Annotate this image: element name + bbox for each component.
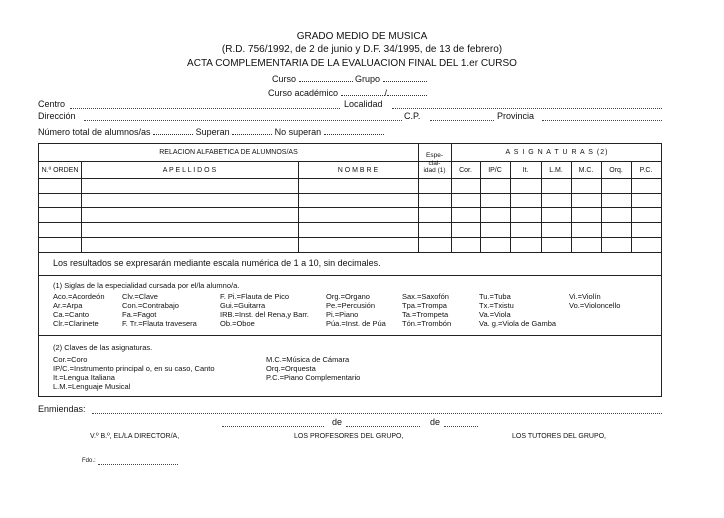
siglas-col bbox=[569, 292, 620, 310]
students-table bbox=[38, 143, 662, 253]
siglas-col bbox=[479, 292, 556, 328]
curso-grupo-row bbox=[272, 72, 427, 84]
curso-academico-label: Curso académico bbox=[268, 88, 339, 98]
fdo-field[interactable] bbox=[98, 464, 178, 465]
sigla: F. Pi.=Flauta de Pico bbox=[220, 292, 289, 301]
no-superan-label: No superan bbox=[274, 127, 322, 137]
tutores-signature-label: LOS TUTORES DEL GRUPO, bbox=[512, 433, 607, 440]
sigla: Org.=Organo bbox=[326, 292, 370, 301]
totals-row bbox=[38, 125, 384, 137]
nombre-header: N O M B R E bbox=[337, 167, 379, 174]
clave: IP/C.=Instrumento principal o, en su caso, Canto bbox=[53, 364, 215, 373]
clave: M.C.=Música de Cámara bbox=[266, 355, 350, 364]
superan-label: Superan bbox=[195, 127, 230, 137]
sigla: Aco.=Acordeón bbox=[53, 292, 105, 301]
siglas-col bbox=[53, 292, 105, 328]
subject-header-lm: L.M. bbox=[549, 167, 563, 174]
no-superan-field[interactable] bbox=[324, 125, 384, 135]
sigla: IRB.=Inst. del Rena,y Barr. bbox=[220, 310, 310, 319]
apellidos-header: A P E L L I D O S bbox=[162, 167, 217, 174]
mes-field[interactable] bbox=[346, 426, 420, 427]
clave: P.C.=Piano Complementario bbox=[266, 373, 361, 382]
localidad-field[interactable] bbox=[392, 108, 662, 109]
curso-academico-end-field[interactable] bbox=[384, 86, 427, 98]
document-title: GRADO MEDIO DE MUSICA bbox=[296, 31, 428, 42]
curso-academico-start-field[interactable] bbox=[341, 86, 385, 96]
sigla: Tpa.=Trompa bbox=[402, 301, 447, 310]
header-bottom bbox=[39, 178, 661, 179]
fdo-label: Fdo.: bbox=[82, 458, 96, 464]
sigla: Vo.=Violoncello bbox=[569, 301, 621, 310]
row-line bbox=[39, 207, 661, 208]
claves-col bbox=[266, 355, 360, 382]
centro-field[interactable] bbox=[70, 108, 340, 109]
orden-header: N.º ORDEN bbox=[41, 167, 79, 174]
clave: Orq.=Orquesta bbox=[266, 364, 316, 373]
clave: Cor.=Coro bbox=[53, 355, 88, 364]
subject-header-ipc: IP/C bbox=[488, 167, 502, 174]
sigla: Va. g.=Viola de Gamba bbox=[479, 319, 557, 328]
subject-header-mc: M.C. bbox=[578, 167, 594, 174]
siglas-col bbox=[326, 292, 386, 328]
curso-label: Curso bbox=[272, 74, 297, 84]
siglas-title: (1) Siglas de la especialidad cursada por el/la alumno/a. bbox=[53, 281, 240, 290]
enmiendas-label: Enmiendas: bbox=[38, 404, 86, 414]
sigla: Va.=Viola bbox=[479, 310, 511, 319]
relacion-header: RELACION ALFABETICA DE ALUMNOS/AS bbox=[159, 149, 298, 156]
lugar-field[interactable] bbox=[222, 426, 324, 427]
localidad-label: Localidad bbox=[344, 99, 383, 109]
claves-col bbox=[53, 355, 215, 391]
superan-field[interactable] bbox=[232, 125, 272, 135]
sigla: Ta.=Trompeta bbox=[402, 310, 449, 319]
especialidad-line: Espe- bbox=[426, 152, 443, 159]
total-alumnos-field[interactable] bbox=[153, 125, 193, 135]
notes-divider bbox=[39, 275, 661, 276]
act-title: ACTA COMPLEMENTARIA DE LA EVALUACION FINAL DEL 1.er CURSO bbox=[187, 58, 517, 69]
profesores-signature-label: LOS PROFESORES DEL GRUPO, bbox=[294, 433, 404, 440]
siglas-col bbox=[122, 292, 197, 328]
especialidad-line: idad (1) bbox=[423, 167, 446, 174]
siglas-col bbox=[402, 292, 451, 328]
subject-header-cor: Cor. bbox=[459, 167, 472, 174]
row-line bbox=[39, 222, 661, 223]
direccion-field[interactable] bbox=[84, 120, 402, 121]
siglas-col bbox=[220, 292, 309, 328]
sigla: Tón.=Trombón bbox=[402, 319, 452, 328]
provincia-field[interactable] bbox=[542, 120, 662, 121]
grupo-field[interactable] bbox=[383, 72, 427, 82]
asignaturas-header: A S I G N A T U R A S (2) bbox=[505, 149, 609, 156]
sigla: Ar.=Arpa bbox=[53, 301, 83, 310]
subject-header-it: It. bbox=[522, 167, 529, 174]
sigla: Clr.=Clarinete bbox=[53, 319, 99, 328]
claves-title: (2) Claves de las asignaturas. bbox=[53, 343, 153, 352]
sigla: Pi.=Piano bbox=[326, 310, 359, 319]
curso-academico-row bbox=[268, 86, 427, 98]
scale-text: Los resultados se expresarán mediante escala numérica de 1 a 10, sin decimales. bbox=[53, 258, 381, 268]
centro-label: Centro bbox=[38, 99, 66, 109]
de-label-2: de bbox=[430, 417, 441, 427]
sigla: F. Tr.=Flauta travesera bbox=[122, 319, 197, 328]
subject-header-pc: P.C. bbox=[639, 167, 653, 174]
provincia-label: Provincia bbox=[497, 111, 535, 121]
clave: L.M.=Lenguaje Musical bbox=[53, 382, 131, 391]
sigla: Vi.=Violín bbox=[569, 292, 601, 301]
director-signature-label: V.º B.º, EL/LA DIRECTOR/A, bbox=[90, 433, 180, 440]
row-line bbox=[39, 193, 661, 194]
especialidad-header bbox=[418, 152, 451, 175]
cp-label: C.P. bbox=[404, 111, 421, 121]
sigla: Gui.=Guitarra bbox=[220, 301, 266, 310]
anio-field[interactable] bbox=[444, 426, 478, 427]
decree-reference: (R.D. 756/1992, de 2 de junio y D.F. 34/1995, de 13 de febrero) bbox=[221, 44, 503, 55]
sigla: Pe.=Percusión bbox=[326, 301, 375, 310]
clave: It.=Lengua Italiana bbox=[53, 373, 115, 382]
sigla: Con.=Contrabajo bbox=[122, 301, 179, 310]
sigla: Tu.=Tuba bbox=[479, 292, 511, 301]
sigla: Púa.=Inst. de Púa bbox=[326, 319, 386, 328]
sigla: Ob.=Oboe bbox=[220, 319, 255, 328]
cp-field[interactable] bbox=[430, 120, 494, 121]
de-label-1: de bbox=[332, 417, 343, 427]
curso-field[interactable] bbox=[299, 72, 353, 82]
grupo-label: Grupo bbox=[355, 74, 381, 84]
sigla: Fa.=Fagot bbox=[122, 310, 157, 319]
notes-divider bbox=[39, 335, 661, 336]
header-divider bbox=[39, 161, 661, 162]
row-line bbox=[39, 237, 661, 238]
sigla: Clv.=Clave bbox=[122, 292, 158, 301]
especialidad-line: cial- bbox=[428, 159, 441, 167]
total-alumnos-label: Número total de alumnos/as bbox=[38, 127, 151, 137]
subject-header-orq: Orq. bbox=[609, 167, 623, 174]
sigla: Tx.=Txistu bbox=[479, 301, 514, 310]
enmiendas-field[interactable] bbox=[92, 413, 662, 414]
direccion-label: Dirección bbox=[38, 111, 76, 121]
curso-academico-sep: / bbox=[384, 88, 388, 98]
sigla: Ca.=Canto bbox=[53, 310, 90, 319]
sigla: Sax.=Saxofón bbox=[402, 292, 449, 301]
